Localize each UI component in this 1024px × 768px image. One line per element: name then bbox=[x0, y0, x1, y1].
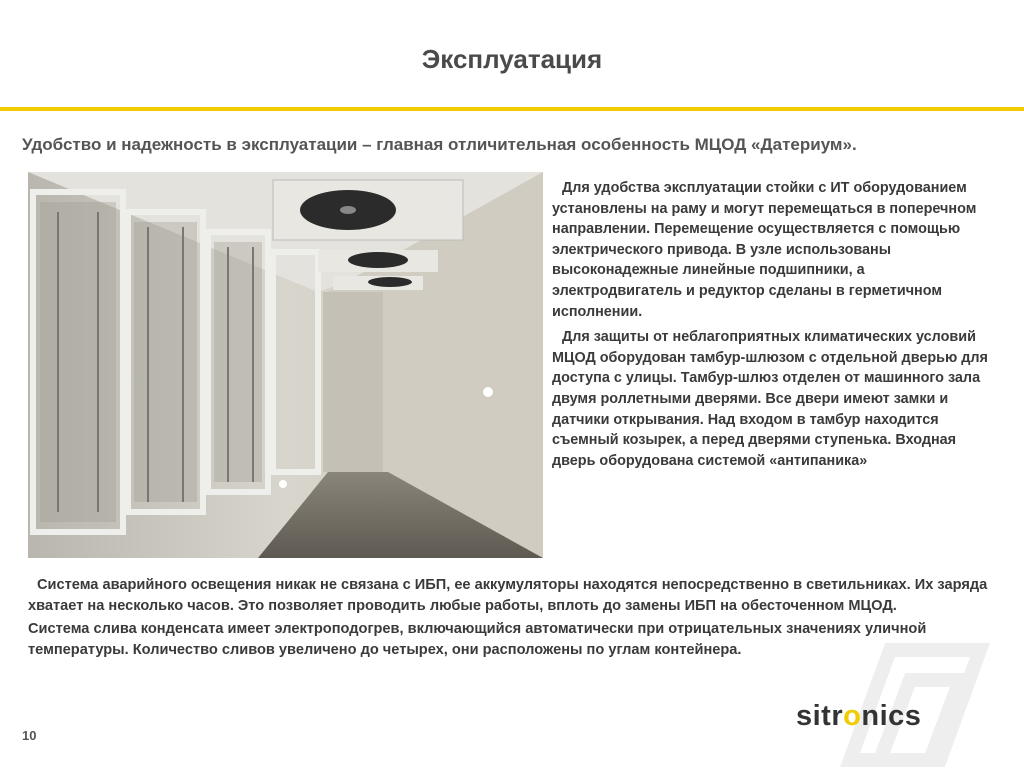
paragraph-emergency-lighting: Система аварийного освещения никак не связана с ИБП, ее аккумуляторы находятся непосредственно в светильниках. Их заряда хватает на несколько часов. Это позволяет проводить любые работы, вплоть до замены ИБП на обесточенном МЦОД. bbox=[28, 577, 988, 614]
logo-background-mark bbox=[790, 630, 990, 768]
title-divider bbox=[0, 107, 1024, 111]
paragraph-condensate-drain: Система слива конденсата имеет электроподогрев, включающийся автоматически при отрицательных значениях уличной температуры. Количество сливов увеличено до четырех, они расположены по углам контейнера. bbox=[28, 621, 927, 658]
paragraph-airlock: Для защиты от неблагоприятных климатических условий МЦОД оборудован тамбур-шлюзом с отдельной дверью для доступа с улицы. Тамбур-шлюз отделен от машинного зала двумя роллетными дверями. Все двери имеют замки и датчики открывания. Над входом в тамбур находится съемный козырек, а перед дверями ступенька. Входная дверь оборудована системой «антипаника» bbox=[552, 329, 988, 469]
page-number: 10 bbox=[22, 728, 37, 743]
page-title: Эксплуатация bbox=[421, 44, 603, 74]
right-text-block bbox=[552, 178, 992, 476]
data-center-photo bbox=[28, 172, 543, 558]
paragraph-rack-movement: Для удобства эксплуатации стойки с ИТ оборудованием установлены на раму и могут перемещаться в поперечном направлении. Перемещение осуществляется с помощью электрического привода. В узле использованы высоконадежные линейные подшипники, а электродвигатель и редуктор сделаны в герметичном исполнении. bbox=[552, 180, 977, 320]
subtitle: Удобство и надежность в эксплуатации – главная отличительная особенность МЦОД «Датериум». bbox=[22, 135, 857, 154]
sitronics-logo: sitronics bbox=[796, 700, 922, 732]
